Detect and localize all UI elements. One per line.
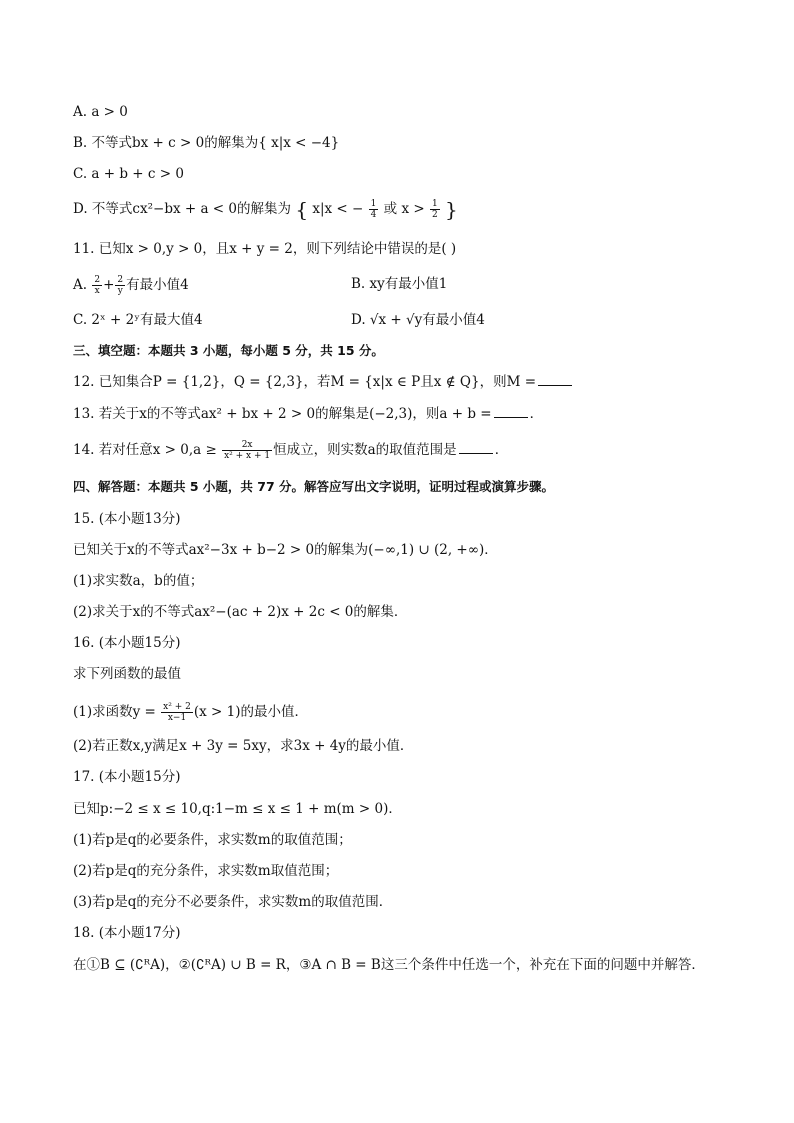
- question-11: 11. 已知x > 0,y > 0，且x + y = 2，则下列结论中错误的是( ): [73, 241, 457, 257]
- question-12: [73, 373, 574, 391]
- question-16-part1-a: (1)求函数y =: [73, 704, 156, 720]
- section-3-heading: 三、填空题：本题共 3 小题，每小题 5 分，共 15 分。: [73, 343, 384, 358]
- question-14: [73, 440, 508, 461]
- numerator: x² + 2: [163, 702, 191, 712]
- denominator: x: [94, 286, 100, 296]
- question-16-stem: 求下列函数的最值: [73, 666, 181, 682]
- question-14-text-b: 恒成立，则实数a的取值范围是: [273, 442, 457, 458]
- option-10b: B. 不等式bx + c > 0的解集为{ x|x < −4}: [73, 135, 340, 151]
- question-16-part1: [73, 702, 308, 723]
- question-12-text: 12. 已知集合P = {1,2}，Q = {2,3}，若M = {x|x ∈ P且x ∉ Q}，则M =: [73, 374, 537, 390]
- option-10a: A. a > 0: [73, 104, 128, 120]
- question-15-stem: 已知关于x的不等式ax²−3x + b−2 > 0的解集为(−∞,1) ∪ (2, +∞)．: [73, 542, 498, 558]
- denominator: x² + x + 1: [224, 451, 271, 461]
- question-15-part2: (2)求关于x的不等式ax²−(ac + 2)x + 2c < 0的解集．: [73, 604, 408, 620]
- question-16-part1-b: (x > 1)的最小值．: [193, 704, 308, 720]
- numerator: 2: [94, 275, 101, 285]
- option-10d-set-b: 或 x >: [383, 201, 425, 217]
- denominator: 4: [370, 210, 377, 220]
- option-10d: [73, 199, 458, 220]
- question-17-part3: (3)若p是q的充分不必要条件，求实数m的取值范围．: [73, 894, 393, 910]
- denominator: y: [117, 286, 123, 296]
- option-11d: D. √x + √y有最小值4: [351, 312, 485, 328]
- option-11a-prefix: A.: [73, 277, 88, 293]
- numerator: 2: [117, 275, 124, 285]
- option-10d-set-a: x|x < −: [312, 201, 364, 217]
- question-18-stem: 在①B ⊆ (∁ᴿA)，②(∁ᴿA) ∪ B = R，③A ∩ B = B这三个条件中任选一个，补充在下面的问题中并解答．: [73, 957, 705, 973]
- question-16-header: 16. (本小题15分): [73, 635, 181, 651]
- denominator: 2: [431, 210, 438, 220]
- option-11c: C. 2ˣ + 2ʸ有最大值4: [73, 312, 203, 328]
- question-13: [73, 405, 543, 423]
- numerator: 2x: [222, 440, 272, 451]
- question-18-header: 18. (本小题17分): [73, 925, 181, 941]
- numerator: 1: [431, 199, 438, 209]
- question-16-part2: (2)若正数x,y满足x + 3y = 5xy，求3x + 4y的最小值．: [73, 738, 414, 754]
- fraction-half: [430, 199, 440, 220]
- option-11a: A. $\frac{2}{x}$ + $\frac{2}{y}$ 有最小值4: [73, 275, 189, 296]
- brace-open: {: [295, 197, 309, 222]
- answer-blank-12[interactable]: [538, 373, 572, 386]
- denominator: x−1: [167, 713, 187, 723]
- section-4-heading: 四、解答题：本题共 5 小题，共 77 分。解答应写出文字说明，证明过程或演算步骤。: [73, 479, 555, 494]
- option-10d-text: D. 不等式cx²−bx + a < 0的解集为: [73, 201, 292, 217]
- question-15-header: 15. (本小题13分): [73, 511, 181, 527]
- fraction-2-over-x: [92, 275, 102, 296]
- option-10c: C. a + b + c > 0: [73, 166, 184, 182]
- period: ．: [494, 442, 509, 458]
- brace-close: }: [445, 197, 458, 222]
- question-17-part2: (2)若p是q的充分条件，求实数m取值范围；: [73, 863, 339, 879]
- fraction-2-over-y: [115, 275, 125, 296]
- question-17-header: 17. (本小题15分): [73, 769, 181, 785]
- question-13-text: 13. 若关于x的不等式ax² + bx + 2 > 0的解集是(−2,3)，则a + b =: [73, 406, 492, 422]
- answer-blank-14[interactable]: [459, 441, 493, 454]
- question-17-stem: 已知p:−2 ≤ x ≤ 10,q:1−m ≤ x ≤ 1 + m(m > 0)．: [73, 801, 402, 817]
- answer-blank-13[interactable]: [494, 405, 528, 418]
- fraction-quarter: [369, 199, 379, 220]
- fraction-q16: [161, 702, 193, 723]
- question-17-part1: (1)若p是q的必要条件，求实数m的取值范围；: [73, 832, 352, 848]
- question-15-part1: (1)求实数a，b的值；: [73, 573, 204, 589]
- question-14-text-a: 14. 若对任意x > 0,a ≥: [73, 442, 217, 458]
- period: ．: [529, 406, 544, 422]
- fraction-q14: [222, 440, 272, 461]
- option-11a-text: 有最小值4: [126, 277, 189, 293]
- option-11b: B. xy有最小值1: [351, 276, 448, 292]
- numerator: 1: [370, 199, 377, 209]
